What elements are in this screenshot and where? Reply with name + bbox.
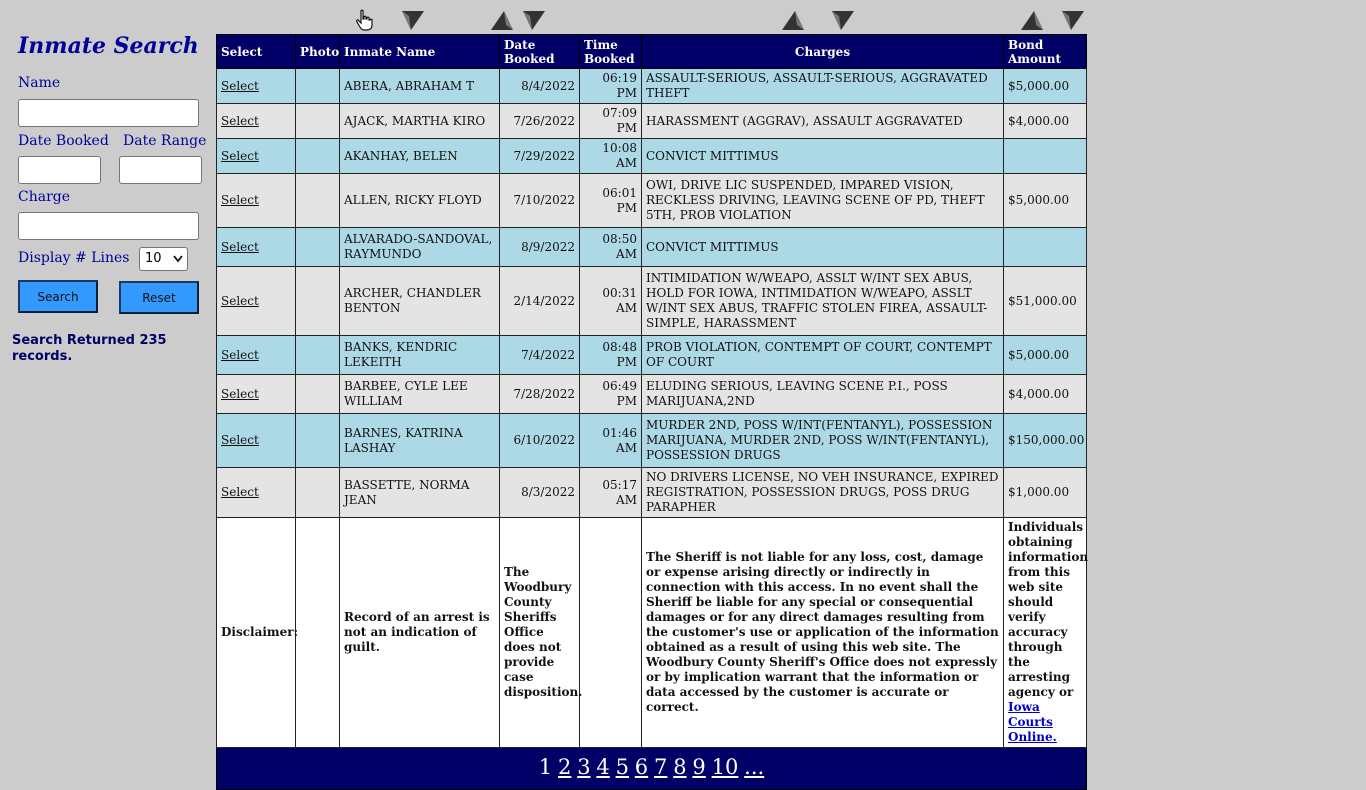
- charges-cell: OWI, DRIVE LIC SUSPENDED, IMPARED VISION, RECKLESS DRIVING, LEAVING SCENE OF PD, THEFT 5TH, PROB VIOLATION: [642, 174, 1004, 228]
- inmate-name-cell: BASSETTE, NORMA JEAN: [340, 468, 500, 518]
- date-booked-cell: 7/29/2022: [500, 139, 580, 174]
- page-link-8[interactable]: 8: [673, 754, 687, 779]
- time-booked-cell: 06:19 PM: [580, 69, 642, 104]
- name-label: Name: [18, 75, 61, 91]
- page-link-2[interactable]: 2: [557, 754, 572, 779]
- disclaimer-label: Disclaimer:: [217, 518, 296, 748]
- header-charges: Charges: [642, 35, 1004, 69]
- search-title: Inmate Search: [18, 33, 199, 59]
- disclaimer-guilt-note: Record of an arrest is not an indication of guilt.: [340, 518, 500, 748]
- disclaimer-empty-cell: [296, 518, 340, 748]
- table-header-row: [217, 35, 1087, 69]
- time-booked-cell: 01:46 AM: [580, 414, 642, 468]
- inmate-name-cell: AKANHAY, BELEN: [340, 139, 500, 174]
- table-row: [217, 468, 1087, 518]
- photo-cell: [296, 104, 340, 139]
- charges-cell: INTIMIDATION W/WEAPO, ASSLT W/INT SEX ABUS, HOLD FOR IOWA, INTIMIDATION W/WEAPO, ASSLT W/INT SEX ABUS, TRAFFIC STOLEN FIREA, ASSAULT-SIMPLE, HARASSMENT: [642, 267, 1004, 336]
- inmate-name-cell: BARBEE, CYLE LEE WILLIAM: [340, 375, 500, 414]
- charge-input[interactable]: [18, 212, 199, 240]
- select-link[interactable]: Select: [221, 347, 259, 362]
- display-lines-label: Display # Lines: [18, 250, 130, 266]
- sort-ascending-icon[interactable]: [490, 8, 514, 32]
- charges-cell: CONVICT MITTIMUS: [642, 139, 1004, 174]
- results-table: [216, 34, 1087, 790]
- name-input[interactable]: [18, 99, 199, 127]
- select-link[interactable]: Select: [221, 148, 259, 163]
- inmate-name-cell: ABERA, ABRAHAM T: [340, 69, 500, 104]
- time-booked-cell: 06:01 PM: [580, 174, 642, 228]
- disclaimer-verify-cell: [1004, 518, 1087, 748]
- date-booked-cell: 7/28/2022: [500, 375, 580, 414]
- bond-amount-cell: $1,000.00: [1004, 468, 1087, 518]
- select-link[interactable]: Select: [221, 485, 259, 499]
- disclaimer-empty-cell: [580, 518, 642, 748]
- charges-cell: ASSAULT-SERIOUS, ASSAULT-SERIOUS, AGGRAVATED THEFT: [642, 69, 1004, 104]
- charges-cell: PROB VIOLATION, CONTEMPT OF COURT, CONTEMPT OF COURT: [642, 336, 1004, 375]
- time-booked-cell: 07:09 PM: [580, 104, 642, 139]
- time-booked-cell: 00:31 AM: [580, 267, 642, 336]
- time-booked-cell: 06:49 PM: [580, 375, 642, 414]
- pagination: [217, 748, 1087, 790]
- bond-amount-cell: $5,000.00: [1004, 336, 1087, 375]
- sort-ascending-icon[interactable]: [1020, 8, 1044, 32]
- select-link[interactable]: Select: [221, 78, 259, 93]
- date-booked-label: Date Booked: [18, 133, 109, 149]
- page-link-6[interactable]: 6: [634, 754, 649, 779]
- select-link[interactable]: Select: [221, 433, 259, 447]
- time-booked-cell: 10:08 AM: [580, 139, 642, 174]
- pagination-row: [217, 748, 1087, 790]
- inmate-name-cell: BARNES, KATRINA LASHAY: [340, 414, 500, 468]
- table-row: [217, 267, 1087, 336]
- disclaimer-row: [217, 518, 1087, 748]
- photo-cell: [296, 69, 340, 104]
- select-link[interactable]: Select: [221, 193, 259, 207]
- header-time-booked: Time Booked: [580, 35, 642, 69]
- page-link-10[interactable]: 10: [711, 754, 739, 779]
- photo-cell: [296, 267, 340, 336]
- sort-descending-icon[interactable]: [1061, 8, 1085, 32]
- bond-amount-cell: $4,000.00: [1004, 375, 1087, 414]
- date-booked-cell: 7/4/2022: [500, 336, 580, 375]
- header-bond-amount: Bond Amount: [1004, 35, 1087, 69]
- bond-amount-cell: [1004, 228, 1087, 267]
- display-lines-value: 10: [145, 251, 162, 266]
- time-booked-cell: 08:50 AM: [580, 228, 642, 267]
- search-button[interactable]: Search: [18, 280, 98, 313]
- photo-cell: [296, 336, 340, 375]
- photo-cell: [296, 139, 340, 174]
- header-inmate-name: Inmate Name: [340, 35, 500, 69]
- search-result-count: Search Returned 235 records.: [12, 333, 167, 364]
- time-booked-cell: 05:17 AM: [580, 468, 642, 518]
- bond-amount-cell: $5,000.00: [1004, 174, 1087, 228]
- display-lines-select[interactable]: [139, 247, 188, 271]
- select-link[interactable]: Select: [221, 113, 259, 128]
- pointing-hand-icon[interactable]: [352, 8, 376, 32]
- charge-label: Charge: [18, 189, 71, 205]
- table-row: [217, 139, 1087, 174]
- select-link[interactable]: Select: [221, 386, 259, 401]
- select-link[interactable]: Select: [221, 239, 259, 254]
- bond-amount-cell: [1004, 139, 1087, 174]
- table-row: [217, 228, 1087, 267]
- bond-amount-cell: $150,000.00: [1004, 414, 1087, 468]
- page-link-7[interactable]: 7: [654, 754, 668, 779]
- sort-descending-icon[interactable]: [831, 8, 855, 32]
- date-booked-cell: 2/14/2022: [500, 267, 580, 336]
- header-date-booked: Date Booked: [500, 35, 580, 69]
- charges-cell: MURDER 2ND, POSS W/INT(FENTANYL), POSSESSION MARIJUANA, MURDER 2ND, POSS W/INT(FENTANYL), POSSESSION DRUGS: [642, 414, 1004, 468]
- table-row: [217, 336, 1087, 375]
- table-row: [217, 375, 1087, 414]
- inmate-name-cell: BANKS, KENDRIC LEKEITH: [340, 336, 500, 375]
- charges-cell: CONVICT MITTIMUS: [642, 228, 1004, 267]
- table-row: [217, 174, 1087, 228]
- photo-cell: [296, 414, 340, 468]
- table-row: [217, 414, 1087, 468]
- table-row: [217, 104, 1087, 139]
- page-link-3[interactable]: 3: [577, 754, 591, 779]
- page-link-9[interactable]: 9: [692, 754, 706, 779]
- photo-cell: [296, 468, 340, 518]
- inmate-name-cell: ALLEN, RICKY FLOYD: [340, 174, 500, 228]
- charges-cell: NO DRIVERS LICENSE, NO VEH INSURANCE, EXPIRED REGISTRATION, POSSESSION DRUGS, POSS DRUG PARAPHER: [642, 468, 1004, 518]
- header-select: Select: [217, 35, 296, 69]
- inmate-name-cell: ARCHER, CHANDLER BENTON: [340, 267, 500, 336]
- select-link[interactable]: Select: [221, 293, 259, 308]
- sort-descending-icon[interactable]: [522, 8, 546, 32]
- table-row: [217, 69, 1087, 104]
- date-booked-cell: 7/10/2022: [500, 174, 580, 228]
- date-range-input[interactable]: [119, 156, 202, 184]
- photo-cell: [296, 228, 340, 267]
- sort-ascending-icon[interactable]: [781, 8, 805, 32]
- search-panel: [0, 0, 215, 768]
- disclaimer-verify-text: Individuals obtaining information from this web site should verify accuracy through the arresting agency or: [1008, 520, 1089, 699]
- reset-button[interactable]: Reset: [119, 281, 199, 314]
- photo-cell: [296, 174, 340, 228]
- inmate-name-cell: ALVARADO-SANDOVAL, RAYMUNDO: [340, 228, 500, 267]
- date-range-label: Date Range: [123, 133, 207, 149]
- chevron-down-icon: [173, 255, 183, 263]
- disclaimer-disposition-note: The Woodbury County Sheriffs Office does not provide case disposition.: [500, 518, 580, 748]
- page-link-4[interactable]: 4: [596, 754, 610, 779]
- disclaimer-liability-text: The Sheriff is not liable for any loss, cost, damage or expense arising directly or indirectly in connection with this access. In no event shall the Sheriff be liable for any special or consequential damages or for any direct damages resulting from the customer's use or application of the information obtained as a result of using this web site. The Woodbury County Sheriff's Office does not expressly or by implication warrant that the information or data accessed by the customer is accurate or correct.: [642, 518, 1004, 748]
- time-booked-cell: 08:48 PM: [580, 336, 642, 375]
- date-booked-cell: 7/26/2022: [500, 104, 580, 139]
- photo-cell: [296, 375, 340, 414]
- bond-amount-cell: $4,000.00: [1004, 104, 1087, 139]
- date-booked-cell: 8/3/2022: [500, 468, 580, 518]
- date-booked-cell: 8/9/2022: [500, 228, 580, 267]
- charges-cell: ELUDING SERIOUS, LEAVING SCENE P.I., POSS MARIJUANA,2ND: [642, 375, 1004, 414]
- inmate-name-cell: AJACK, MARTHA KIRO: [340, 104, 500, 139]
- date-booked-input[interactable]: [18, 156, 101, 184]
- header-photo: Photo: [296, 35, 340, 69]
- page-1-current: 1: [538, 754, 553, 779]
- page-link-5[interactable]: 5: [615, 754, 629, 779]
- page-link-more[interactable]: ...: [744, 754, 765, 779]
- bond-amount-cell: $51,000.00: [1004, 267, 1087, 336]
- date-booked-cell: 8/4/2022: [500, 69, 580, 104]
- charges-cell: HARASSMENT (AGGRAV), ASSAULT AGGRAVATED: [642, 104, 1004, 139]
- sort-descending-icon[interactable]: [401, 8, 425, 32]
- date-booked-cell: 6/10/2022: [500, 414, 580, 468]
- iowa-courts-online-link[interactable]: Iowa Courts Online.: [1008, 700, 1057, 744]
- bond-amount-cell: $5,000.00: [1004, 69, 1087, 104]
